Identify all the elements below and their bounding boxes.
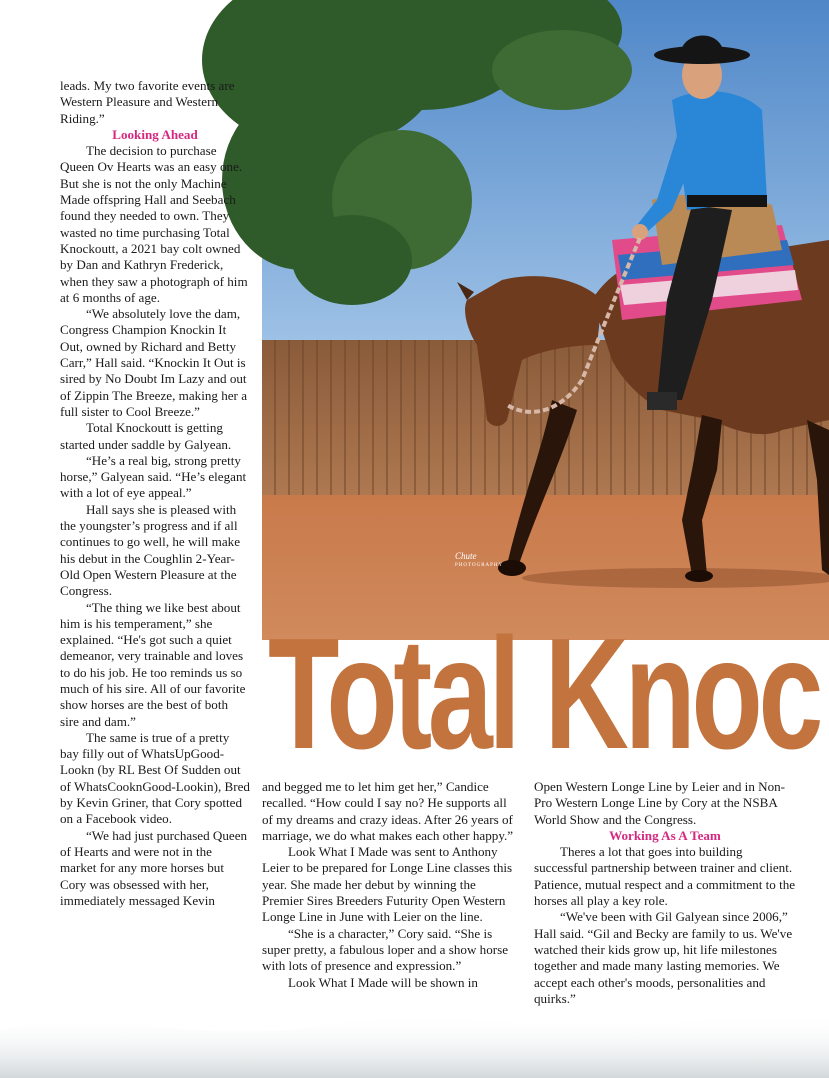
paragraph: Hall says she is pleased with the youngster’s progress and if all continues to go well, he will make his debut in the Coughlin 2-Year-Old Open Western Pleasure at the Congress. xyxy=(60,501,241,599)
paragraph: Theres a lot that goes into building successful partnership between trainer and client. Patience, mutual respect and a commitment to the horses all play a key role. xyxy=(534,844,796,909)
section-heading: Looking Ahead xyxy=(112,126,198,142)
paragraph: “He’s a real big, strong pretty horse,” Galyean said. “He’s elegant with a lot of eye appeal.” xyxy=(60,452,247,501)
watercolor-wash xyxy=(0,990,829,1078)
middle-text-column xyxy=(262,779,520,991)
paragraph: “The thing we like best about him is his temperament,” she explained. “He's got such a quiet demeanor, very trainable and loves to do his job. He too reminds us so much of his sire. All of our favorite show horses are the best of both sire and dam.” xyxy=(60,599,246,729)
right-text-column xyxy=(534,779,796,1007)
paragraph: The same is true of a pretty bay filly out of WhatsUpGood-Lookn (by RL Best Of Sudden out of WhatsCooknGood-Lookin), Bred by Kevin Griner, that Cory spotted on a Facebook video. xyxy=(60,729,250,827)
paragraph: and begged me to let him get her,” Candice recalled. “How could I say no? He supports all of my dreams and crazy ideas. After 26 years of marriage, we do what makes each other happy.” xyxy=(262,779,514,843)
horse-photo xyxy=(262,0,829,640)
photo-credit-script: Chute xyxy=(455,551,477,561)
paragraph: “We had just purchased Queen of Hearts and were not in the market for any more horses but Cory was obsessed with her, immediately messaged Kevin xyxy=(60,827,248,908)
paragraph: The decision to purchase Queen Ov Hearts was an easy one. But she is not the only Machine Made offspring Hall and Seebach found they needed to own. They wasted no time purchasing Total Knockoutt, a 2021 bay colt owned by Dan and Kathryn Frederick, when they saw a photograph of him at 6 months of age. xyxy=(60,143,248,305)
paragraph: “We absolutely love the dam, Congress Champion Knockin It Out, owned by Richard and Betty Carr,” Hall said. “Knockin It Out is sired by No Doubt Im Lazy and out of Zippin The Breeze, making her a full sister to Cool Breeze.” xyxy=(60,306,248,419)
left-text-column xyxy=(60,78,250,909)
paragraph: “We've been with Gil Galyean since 2006,” Hall said. “Gil and Becky are family to us. We've watched their kids grow up, hit life milestones together and made many lasting memories. We accept each other's moods, personalities and quirks.” xyxy=(534,909,793,1006)
paragraph: Look What I Made will be shown in xyxy=(288,974,478,990)
paragraph: Total Knockoutt is getting started under saddle by Galyean. xyxy=(60,420,232,452)
paragraph: leads. My two favorite events are Western Pleasure and Western Riding.” xyxy=(60,78,235,126)
photo-credit-sub: PHOTOGRAPHY xyxy=(455,563,504,568)
photo-credit xyxy=(455,552,503,570)
paragraph: “She is a character,” Cory said. “She is super pretty, a fabulous loper and a show horse with lots of presence and expression.” xyxy=(262,925,509,974)
paragraph: Open Western Longe Line by Leier and in Non-Pro Western Longe Line by Cory at the NSBA World Show and the Congress. xyxy=(534,779,786,827)
paragraph: Look What I Made was sent to Anthony Leier to be prepared for Longe Line classes this year. She made her debut by winning the Premier Sires Breeders Futurity Open Western Longe Line in June with Leier on the line. xyxy=(262,844,513,925)
horse-and-rider-illustration xyxy=(262,0,829,640)
section-heading: Working As A Team xyxy=(609,827,721,843)
article-headline: Total Knoc xyxy=(268,606,819,782)
